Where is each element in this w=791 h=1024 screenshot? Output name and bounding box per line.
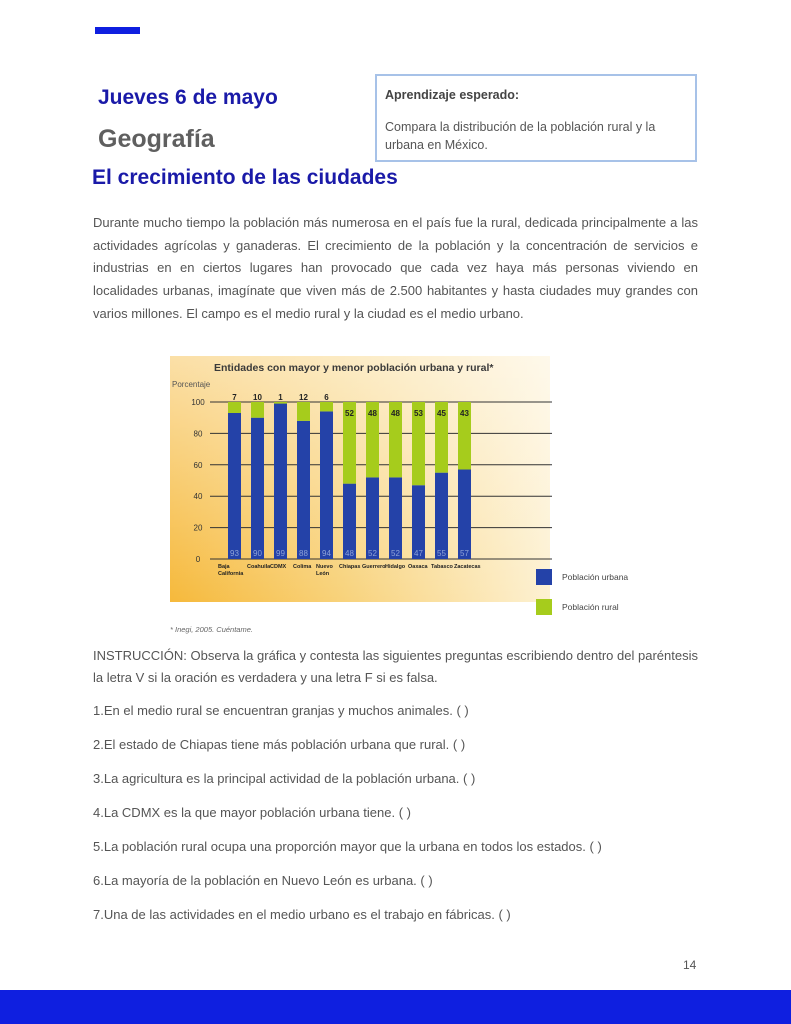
- data-label-rural: 6: [324, 393, 329, 402]
- bar-urban: [366, 477, 379, 559]
- answer-blank[interactable]: ( ): [463, 771, 476, 786]
- data-label-urban: 57: [460, 549, 469, 558]
- question-text: 1.En el medio rural se encuentran granjas y muchos animales.: [93, 703, 453, 718]
- subject-heading: Geografía: [98, 125, 215, 153]
- bar-urban: [412, 485, 425, 559]
- question-5: [93, 839, 602, 854]
- bar-urban: [251, 418, 264, 559]
- legend-label: Población urbana: [562, 572, 629, 582]
- x-tick-label: León: [316, 571, 330, 577]
- population-chart: [160, 352, 650, 638]
- y-tick-label: 40: [193, 492, 203, 502]
- data-label-rural: 10: [253, 393, 262, 402]
- x-tick-label: Oaxaca: [408, 564, 428, 570]
- legend-swatch: [536, 599, 552, 615]
- bar-rural: [320, 402, 333, 411]
- question-text: 5.La población rural ocupa una proporción mayor que la urbana en todos los estados.: [93, 839, 586, 854]
- x-tick-label: Colima: [293, 564, 312, 570]
- x-tick-label: Coahuila: [247, 564, 271, 570]
- x-tick-label: CDMX: [270, 564, 287, 570]
- data-label-rural: 48: [391, 409, 400, 418]
- data-label-urban: 52: [368, 549, 377, 558]
- page-number: 14: [683, 958, 697, 972]
- bar-urban: [320, 411, 333, 559]
- bar-urban: [435, 473, 448, 559]
- data-label-urban: 93: [230, 549, 239, 558]
- x-tick-label: Baja: [218, 564, 230, 570]
- question-text: 2.El estado de Chiapas tiene más población urbana que rural.: [93, 737, 450, 752]
- bar-urban: [297, 421, 310, 559]
- data-label-rural: 12: [299, 393, 308, 402]
- bar-rural: [274, 402, 287, 404]
- bar-urban: [389, 477, 402, 559]
- question-text: 7.Una de las actividades en el medio urbano es el trabajo en fábricas.: [93, 907, 495, 922]
- question-3: [93, 771, 475, 786]
- bar-rural: [297, 402, 310, 421]
- question-1: [93, 703, 469, 718]
- data-label-rural: 1: [278, 393, 283, 402]
- answer-blank[interactable]: ( ): [420, 873, 433, 888]
- data-label-urban: 52: [391, 549, 400, 558]
- y-axis-label: Porcentaje: [172, 380, 211, 389]
- instruction-text: INSTRUCCIÓN: Observa la gráfica y contesta las siguientes preguntas escribiendo dentro del paréntesis la letra V si la oración es verdadera y una letra F si es falsa.: [93, 648, 698, 685]
- data-label-urban: 88: [299, 549, 308, 558]
- question-7: [93, 907, 511, 922]
- data-label-urban: 94: [322, 549, 331, 558]
- question-4: [93, 805, 411, 820]
- data-label-rural: 43: [460, 409, 469, 418]
- y-tick-label: 0: [195, 555, 201, 564]
- legend-swatch: [536, 569, 552, 585]
- data-label-rural: 48: [368, 409, 377, 418]
- footer-band: [0, 990, 791, 1024]
- chart-title: Entidades con mayor y menor población urbana y rural*: [214, 362, 494, 374]
- question-text: 3.La agricultura es la principal actividad de la población urbana.: [93, 771, 460, 786]
- question-2: [93, 737, 465, 752]
- x-tick-label: California: [218, 571, 244, 577]
- data-label-urban: 47: [414, 549, 423, 558]
- answer-blank[interactable]: ( ): [452, 737, 466, 752]
- data-label-rural: 45: [437, 409, 446, 418]
- bar-urban: [343, 484, 356, 559]
- legend-label: Población rural: [562, 602, 619, 612]
- learning-objective-box: [375, 74, 697, 162]
- chart-source-note: * Inegi, 2005. Cuéntame.: [170, 625, 253, 634]
- question-text: 6.La mayoría de la población en Nuevo León es urbana.: [93, 873, 417, 888]
- data-label-rural: 7: [232, 393, 237, 402]
- x-tick-label: Tabasco: [431, 564, 453, 570]
- x-tick-label: Hidalgo: [385, 564, 406, 570]
- data-label-urban: 48: [345, 549, 354, 558]
- data-label-urban: 55: [437, 549, 446, 558]
- answer-blank[interactable]: ( ): [589, 839, 602, 854]
- data-label-urban: 99: [276, 549, 285, 558]
- lesson-title: El crecimiento de las ciudades: [92, 166, 398, 189]
- top-accent-bar: [95, 27, 140, 34]
- bar-urban: [458, 470, 471, 559]
- bar-urban: [228, 413, 241, 559]
- date-heading: Jueves 6 de mayo: [98, 86, 278, 109]
- answer-blank[interactable]: ( ): [456, 703, 469, 718]
- x-tick-label: Guerrero: [362, 564, 386, 570]
- data-label-urban: 90: [253, 549, 262, 558]
- chart-svg: [160, 352, 650, 638]
- y-tick-label: 60: [193, 460, 203, 470]
- learning-objective-title: Aprendizaje esperado:: [385, 88, 520, 102]
- x-tick-label: Nuevo: [316, 564, 333, 570]
- learning-objective-text: Compara la distribución de la población rural y la urbana en México.: [385, 120, 656, 152]
- data-label-rural: 52: [345, 409, 354, 418]
- y-tick-label: 20: [193, 523, 203, 533]
- answer-blank[interactable]: ( ): [498, 907, 511, 922]
- bar-urban: [274, 404, 287, 559]
- y-tick-label: 80: [193, 429, 203, 439]
- x-tick-label: Zacatecas: [454, 564, 481, 570]
- question-text: 4.La CDMX es la que mayor población urbana tiene.: [93, 805, 396, 820]
- bar-rural: [228, 402, 241, 413]
- x-tick-label: Chiapas: [339, 564, 361, 570]
- data-label-rural: 53: [414, 409, 423, 418]
- question-6: [93, 873, 433, 888]
- intro-paragraph: Durante mucho tiempo la población más numerosa en el país fue la rural, dedicada principalmente a las actividades agrícolas y ganaderas. El crecimiento de la población y la concentración de servicios e industrias en en ciertos lugares han provocado que cada vez haya más personas viviendo en localidades urbanas, imagínate que viven más de 2.500 habitantes y hasta ciudades muy grandes con varios millones. El campo es el medio rural y la ciudad es el medio urbano.: [93, 215, 698, 321]
- answer-blank[interactable]: ( ): [398, 805, 411, 820]
- y-tick-label: 100: [191, 398, 205, 407]
- bar-rural: [251, 402, 264, 418]
